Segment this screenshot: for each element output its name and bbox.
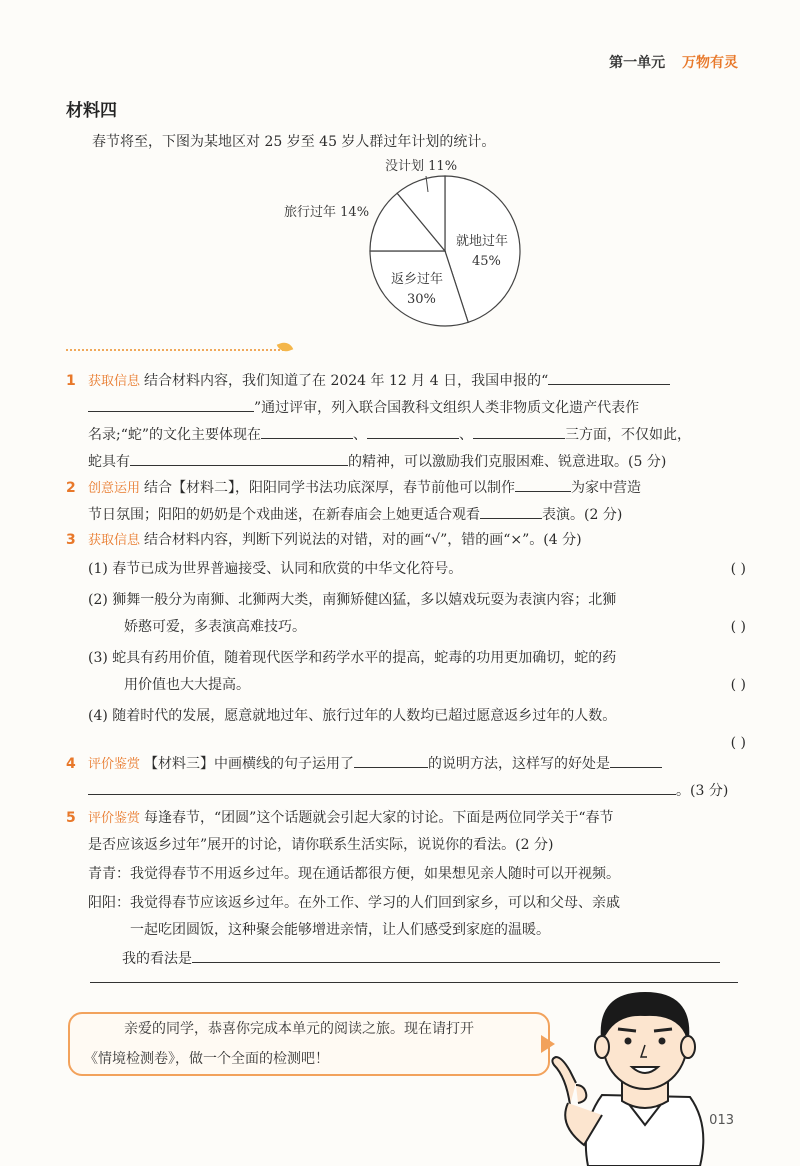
question-4 (66, 751, 746, 805)
q1-text: 、 (459, 427, 474, 443)
q1-text: ”通过评审，列入联合国教科文组织人类非物质文化遗产代表作 (254, 400, 640, 416)
q1-text: 结合材料内容，我们知道了在 2024 年 12 月 4 日，我国申报的“ (144, 373, 549, 389)
item-text: 娇憨可爱，多表演高难技巧。 (124, 619, 306, 635)
q2-text: 表演。(2 分) (542, 507, 623, 523)
cartoon-boy-illustration (540, 985, 740, 1166)
item-number: (3) (88, 650, 108, 666)
q3-item-3-cont (66, 672, 746, 699)
label-no-plan: 没计划 11% (385, 159, 458, 174)
item-text: 狮舞一般分为南狮、北狮两大类，南狮矫健凶猛，多以嬉戏玩耍为表演内容；北狮 (112, 592, 617, 608)
question-tag: 创意运用 (88, 481, 141, 496)
item-text: 用价值也大大提高。 (124, 677, 250, 693)
question-number: 5 (66, 810, 76, 826)
question-tag: 获取信息 (88, 374, 141, 389)
answer-paren[interactable]: ( ) (730, 561, 746, 577)
q1-blank-2[interactable] (261, 422, 353, 439)
q3-stem: 结合材料内容，判断下列说法的对错，对的画“√”，错的画“×”。(4 分) (144, 532, 582, 548)
q3-item-4 (66, 703, 746, 730)
q1-blank-1b[interactable] (88, 395, 254, 412)
q1-blank-1[interactable] (548, 368, 670, 385)
q1-blank-4[interactable] (473, 422, 565, 439)
answer-paren[interactable]: ( ) (730, 677, 746, 693)
pie-chart (0, 0, 800, 360)
unit-label: 第一单元 (609, 55, 666, 71)
q5-answer-line-1[interactable] (192, 946, 720, 963)
q1-text: 三方面，不仅如此， (565, 427, 692, 443)
dotted-divider (66, 349, 284, 351)
q2-blank-2[interactable] (480, 502, 542, 519)
item-text: 蛇具有药用价值，随着现代医学和药学水平的提高，蛇毒的功用更加确切，蛇的药 (112, 650, 617, 666)
label-local: 就地过年 (456, 234, 509, 249)
q3-item-2 (66, 587, 746, 614)
q1-text: 蛇具有 (88, 454, 130, 470)
answer-paren[interactable]: ( ) (730, 735, 746, 751)
q5-mine-label: 我的看法是 (122, 951, 192, 967)
q1-blank-5[interactable] (130, 449, 348, 466)
q2-blank-1[interactable] (515, 475, 571, 492)
unit-topic: 万物有灵 (682, 55, 738, 71)
question-number: 4 (66, 756, 76, 772)
q3-item-2-cont (66, 614, 746, 641)
question-tag: 评价鉴赏 (88, 757, 141, 772)
q2-text: 节日氛围；阳阳的奶奶是个戏曲迷，在新春庙会上她更适合观看 (88, 507, 480, 523)
bubble-line-2: 《情境检测卷》，做一个全面的检测吧！ (84, 1051, 329, 1067)
item-number: (4) (88, 708, 108, 724)
q5-text: 是否应该返乡过年”展开的讨论，请你联系生活实际，说说你的看法。(2 分) (88, 837, 554, 853)
q5-answer-line-2[interactable] (90, 982, 738, 983)
q1-text: 的精神，可以激励我们克服困难、锐意进取。(5 分) (348, 454, 667, 470)
label-home: 返乡过年 (391, 272, 444, 287)
q1-text: 、 (353, 427, 368, 443)
q5-yangyang-cont: 一起吃团圆饭，这种聚会能够增进亲情，让人们感受到家庭的温暖。 (130, 922, 550, 938)
speech-bubble (68, 1012, 550, 1076)
q2-text: 为家中营造 (571, 480, 642, 496)
question-5 (66, 805, 746, 973)
question-number: 2 (66, 480, 76, 496)
question-number: 1 (66, 373, 76, 389)
q4-blank-2b[interactable] (88, 778, 676, 795)
question-tag: 评价鉴赏 (88, 811, 141, 826)
q4-blank-1[interactable] (354, 751, 428, 768)
material-intro: 春节将至，下图为某地区对 25 岁至 45 岁人群过年计划的统计。 (92, 134, 496, 150)
material-title: 材料四 (66, 101, 117, 121)
label-travel: 旅行过年 14% (284, 205, 370, 220)
q5-text: 每逢春节，“团圆”这个话题就会引起大家的讨论。下面是两位同学关于“春节 (144, 810, 614, 826)
item-text: 春节已成为世界普遍接受、认同和欣赏的中华文化符号。 (112, 561, 463, 577)
value-home: 30% (407, 292, 436, 307)
item-number: (2) (88, 592, 108, 608)
question-3 (66, 527, 746, 757)
q3-item-3 (66, 645, 746, 672)
value-local: 45% (472, 254, 501, 269)
item-text: 随着时代的发展，愿意就地过年、旅行过年的人数均已超过愿意返乡过年的人数。 (112, 708, 617, 724)
q5-qingqing: 青青：我觉得春节不用返乡过年。现在通话都很方便，如果想见亲人随时可以开视频。 (88, 866, 620, 882)
q1-blank-3[interactable] (367, 422, 459, 439)
item-number: (1) (88, 561, 108, 577)
bubble-line-1: 亲爱的同学，恭喜你完成本单元的阅读之旅。现在请打开 (124, 1021, 474, 1037)
q3-item-1 (66, 556, 746, 583)
q4-text: 。(3 分) (676, 783, 729, 799)
question-tag: 获取信息 (88, 533, 141, 548)
q1-text: 名录;“蛇”的文化主要体现在 (88, 427, 262, 443)
q2-text: 结合【材料二】，阳阳同学书法功底深厚，春节前他可以制作 (144, 480, 516, 496)
q4-text: 的说明方法，这样写的好处是 (428, 756, 611, 772)
q5-yangyang: 阳阳：我觉得春节应该返乡过年。在外工作、学习的人们回到家乡，可以和父母、亲戚 (88, 895, 620, 911)
question-2 (66, 475, 746, 529)
question-number: 3 (66, 532, 76, 548)
q4-text: 【材料三】中画横线的句子运用了 (144, 756, 355, 772)
answer-paren[interactable]: ( ) (730, 619, 746, 635)
page-number: 013 (709, 1113, 734, 1128)
q4-blank-2[interactable] (610, 751, 662, 768)
question-1 (66, 368, 746, 476)
